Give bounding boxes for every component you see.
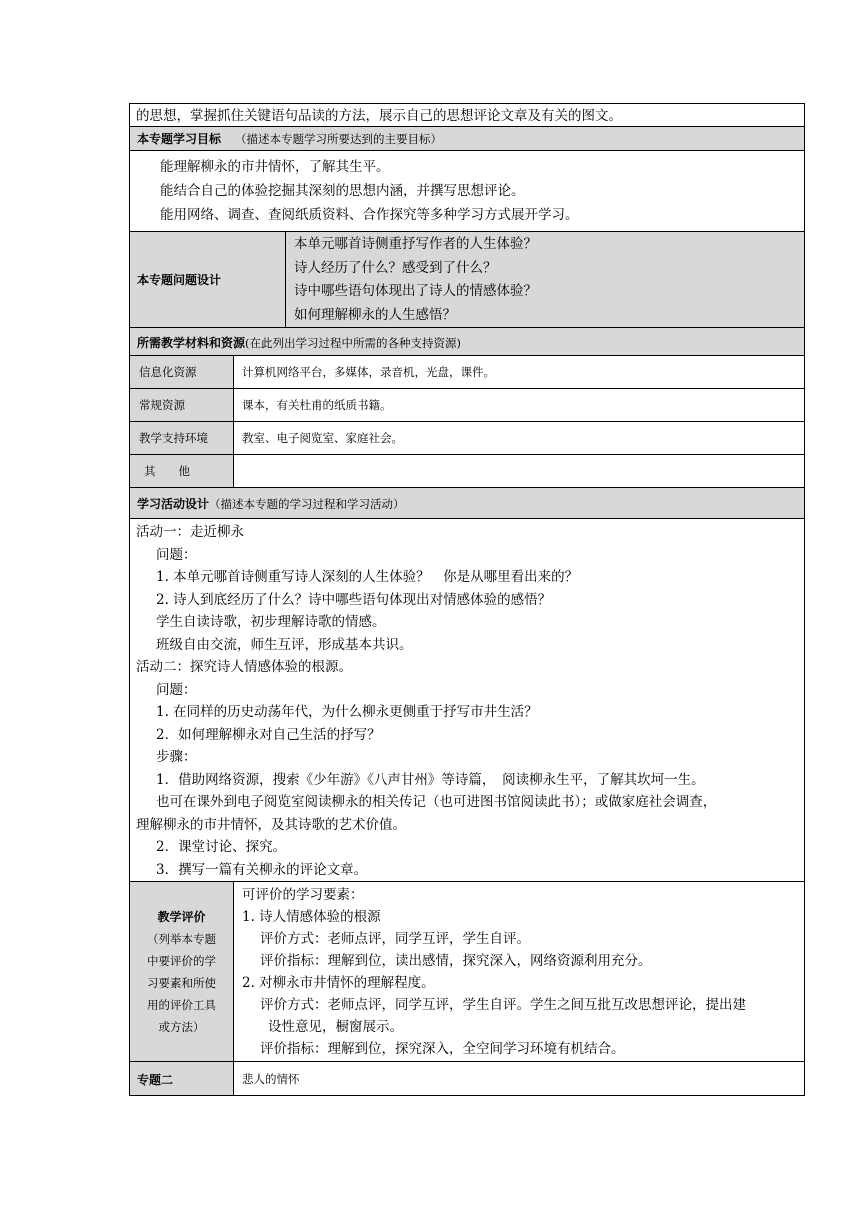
activities-header [129, 488, 805, 519]
resource-label: 其 他 [144, 464, 190, 478]
resource-value-cell [234, 356, 804, 388]
topic2-value-cell [234, 1062, 804, 1095]
evaluation-label-note: （列举本专题中要评价的学习要素和所使用的评价工具或方法） [147, 931, 216, 1034]
evaluation-label-cell [130, 882, 234, 1061]
resource-value: 课本，有关杜甫的纸质书籍。 [242, 398, 392, 412]
text-line: 也可在课外到电子阅览室阅读柳永的相关传记（也可进图书馆阅读此书）；或做家庭社会调查， [156, 794, 717, 810]
text-line: 理解柳永的市井情怀，及其诗歌的艺术价值。 [136, 816, 406, 833]
text-line: 学生自读诗歌，初步理解诗歌的情感。 [156, 614, 386, 630]
goal-item: 能理解柳永的市井情怀，了解其生平。 [160, 159, 390, 175]
resources-header-note: (在此列出学习过程中所需的各种支持资源) [245, 336, 461, 350]
resource-label: 教学支持环境 [139, 431, 208, 445]
resource-row [129, 422, 805, 455]
intro-continuation [129, 103, 805, 127]
resource-row [129, 389, 805, 422]
resource-row [129, 356, 805, 389]
question-item: 诗人经历了什么？感受到了什么？ [294, 259, 497, 276]
text-line: 评价指标：理解到位，读出感情，探究深入，网络资源利用充分。 [260, 953, 652, 969]
text-line: 问题： [156, 546, 197, 563]
text-line: 1. 诗人情感体验的根源 [242, 909, 381, 925]
goal-item: 能结合自己的体验挖掘其深刻的思想内涵，并撰写思想评论。 [160, 183, 525, 199]
intro-text: 的思想，掌握抓住关键语句品读的方法，展示自己的思想评论文章及有关的图文。 [136, 108, 622, 124]
questions-label-cell [130, 232, 286, 327]
activity-lines [136, 521, 804, 881]
text-line: 1. 在同样的历史动荡年代，为什么柳永更侧重于抒写市井生活？ [156, 704, 538, 720]
questions-list [286, 232, 804, 327]
questions-section [129, 232, 805, 328]
goals-content [129, 151, 805, 232]
text-line: 活动一：走近柳永 [136, 524, 244, 540]
resource-value-cell [234, 389, 804, 421]
topic2-label-cell [130, 1062, 234, 1095]
text-line: 3．撰写一篇有关柳永的评论文章。 [156, 861, 368, 878]
text-line: 2. 对柳永市井情怀的理解程度。 [242, 975, 435, 991]
text-line: 评价方式：老师点评，同学互评，学生自评。学生之间互批互改思想评论，提出建 [260, 997, 746, 1013]
question-item: 本单元哪首诗侧重抒写作者的人生体验？ [294, 236, 537, 252]
text-line: 评价方式：老师点评，同学互评，学生自评。 [260, 931, 530, 947]
evaluation-section [129, 882, 805, 1062]
question-item: 如何理解柳永的人生感悟？ [294, 306, 456, 323]
text-line: 2. 诗人到底经历了什么？诗中哪些语句体现出对情感体验的感悟？ [156, 591, 552, 608]
resources-header-title: 所需教学材料和资源 [137, 336, 246, 350]
resource-label-cell [130, 389, 234, 421]
evaluation-content [234, 882, 804, 1061]
text-line: 活动二：探究诗人情感体验的根源。 [136, 659, 352, 675]
resource-value-cell [234, 455, 804, 487]
text-line: 评价指标：理解到位，探究深入，全空间学习环境有机结合。 [260, 1041, 625, 1057]
text-line: 问题： [156, 681, 197, 698]
activities-content [129, 519, 805, 882]
topic2-row [129, 1062, 805, 1096]
activities-header-title: 学习活动设计 [137, 497, 210, 511]
question-item: 诗中哪些语句体现出了诗人的情感体验？ [294, 283, 537, 299]
resource-value: 教室、电子阅览室、家庭社会。 [242, 431, 403, 445]
goal-item: 能用网络、调查、查阅纸质资料、合作探究等多种学习方式展开学习。 [160, 207, 579, 223]
text-line: 1．借助网络资源，搜索《少年游》《八声甘州》等诗篇， 阅读柳永生平，了解其坎坷一生。 [156, 771, 705, 788]
lesson-plan-table [129, 103, 805, 1096]
goals-header-title: 本专题学习目标 [137, 132, 222, 146]
resource-row [129, 455, 805, 488]
resources-header [129, 328, 805, 356]
resource-label: 信息化资源 [139, 365, 197, 379]
resource-value: 计算机网络平台，多媒体，录音机，光盘，课件。 [242, 365, 495, 379]
text-line: 2．课堂讨论、探究。 [156, 839, 287, 855]
text-line: 1. 本单元哪首诗侧重写诗人深刻的人生体验？ 你是从哪里看出来的？ [156, 569, 579, 585]
resource-label: 常规资源 [139, 398, 185, 412]
goals-header-note: （描述本专题学习所要达到的主要目标） [235, 132, 443, 146]
text-line: 设性意见，橱窗展示。 [268, 1019, 403, 1035]
resource-label-cell [130, 356, 234, 388]
evaluation-label-title: 教学评价 [157, 909, 206, 924]
text-line: 2．如何理解柳永对自己生活的抒写？ [156, 726, 381, 743]
resource-label-cell [130, 422, 234, 454]
resource-label-cell [130, 455, 234, 487]
goals-header [129, 127, 805, 151]
text-line: 步骤： [156, 749, 197, 765]
activities-header-note: （描述本专题的学习过程和学习活动） [209, 497, 405, 511]
text-line: 班级自由交流，师生互评，形成基本共识。 [156, 636, 413, 653]
evaluation-lines [242, 884, 804, 1060]
text-line: 可评价的学习要素： [242, 887, 364, 903]
questions-label: 本专题问题设计 [137, 273, 222, 287]
topic2-value: 悲人的情怀 [242, 1072, 300, 1086]
topic2-label: 专题二 [137, 1073, 174, 1087]
resource-value-cell [234, 422, 804, 454]
